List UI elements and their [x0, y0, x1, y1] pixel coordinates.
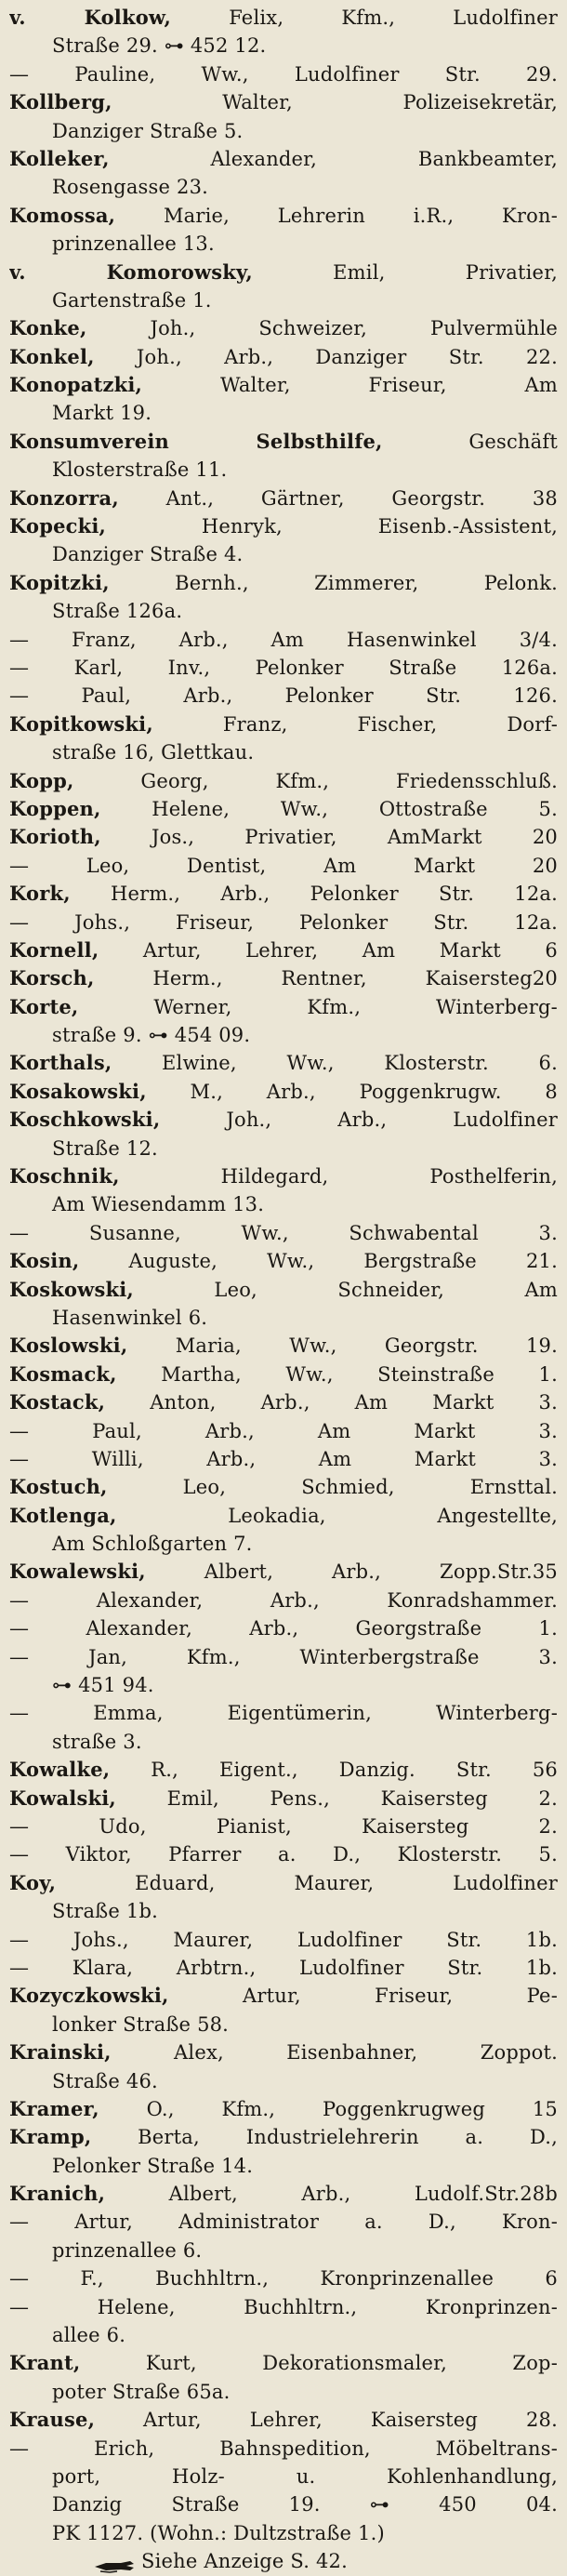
- entry-name: Kowalewski,: [9, 1560, 146, 1584]
- entry-name: — Alexander,: [9, 1588, 204, 1612]
- entry-name: Kranich,: [9, 2182, 106, 2206]
- entry-details: Arbtrn., Ludolfiner Str. 1b.: [176, 1956, 558, 1979]
- entry-first-line: [9, 1332, 558, 1360]
- entry-first-line: [9, 1361, 558, 1388]
- entry-name: Kornell,: [9, 937, 99, 962]
- entry-first-line: [9, 1162, 558, 1190]
- directory-entry: [9, 1361, 558, 1388]
- entry-details: Berta, Industrielehrerin a. D.,: [138, 2126, 558, 2149]
- directory-entry: [9, 1473, 558, 1501]
- entry-first-line: [9, 964, 558, 992]
- entry-details: Marie, Lehrerin i.R., Kron-: [163, 204, 558, 227]
- directory-entry: [9, 259, 558, 315]
- entry-name: Kramp,: [9, 2125, 92, 2149]
- entry-name: Kostack,: [9, 1390, 106, 1414]
- entry-name: — Susanne,: [9, 1221, 181, 1244]
- directory-entry: [9, 852, 558, 880]
- entry-continuation-line: straße 16, Glettkau.: [52, 741, 255, 764]
- entry-name: Kowalke,: [9, 1758, 111, 1782]
- entry-details: Geschäft: [468, 430, 558, 453]
- entry-details: Dentist, Am Markt 20: [186, 854, 558, 877]
- entry-details: Pfarrer a. D., Klosterstr. 5.: [168, 1843, 558, 1866]
- entry-name: — Emma,: [9, 1702, 164, 1725]
- entry-name: — Franz,: [9, 628, 137, 651]
- entry-name: Koslowski,: [9, 1334, 128, 1358]
- entry-continuation-line: straße 3.: [52, 1730, 142, 1753]
- entry-name: Kork,: [9, 882, 71, 906]
- directory-entry: [9, 1785, 558, 1812]
- entry-name: Kopecki,: [9, 514, 107, 538]
- directory-entry: [9, 1445, 558, 1473]
- entry-name: — Pauline,: [9, 62, 156, 86]
- entry-details: Henryk, Eisenb.-Assistent,: [201, 515, 558, 538]
- entry-first-line: [9, 936, 558, 964]
- entry-details: Albert, Arb., Ludolf.Str.28b: [168, 2183, 558, 2206]
- entry-details: Walter, Polizeisekretär,: [222, 91, 558, 114]
- entry-details: Felix, Kfm., Ludolfiner: [229, 7, 558, 29]
- entry-continuation-line: Am Wiesendamm 13.: [52, 1193, 265, 1216]
- entry-continuation-line: straße 9. ⊶ 454 09.: [52, 1024, 251, 1047]
- directory-entry: [9, 88, 558, 145]
- entry-first-line: [9, 880, 558, 908]
- entry-first-line: [9, 202, 558, 230]
- directory-entry: [9, 2123, 558, 2180]
- entry-name: Korte,: [9, 994, 79, 1018]
- entry-details: Martha, Ww., Steinstraße 1.: [161, 1362, 558, 1386]
- entry-details: Artur, Lehrer, Kaisersteg 28.: [143, 2409, 558, 2432]
- entry-details: Albert, Arb., Zopp.Str.35: [204, 1560, 558, 1584]
- entry-name: Krause,: [9, 2408, 96, 2432]
- directory-entry: [9, 1049, 558, 1077]
- entry-details: Inv., Pelonker Straße 126a.: [167, 656, 558, 679]
- entry-details: Herm., Rentner, Kaisersteg20: [152, 967, 558, 990]
- entry-continuation-line: poter Straße 65a.: [52, 2380, 231, 2403]
- entry-name: Kramer,: [9, 2096, 99, 2120]
- entry-name: Kollberg,: [9, 90, 112, 114]
- entry-details: Joh., Arb., Danziger Str. 22.: [136, 345, 558, 368]
- entry-first-line: [9, 1587, 558, 1614]
- entry-continuation-line: lonker Straße 58.: [52, 2012, 230, 2036]
- entry-first-line: [9, 2264, 558, 2292]
- entry-continuation-line: Straße 1b.: [52, 1900, 158, 1923]
- entry-continuation-line: ⊶ 451 94.: [52, 1674, 154, 1697]
- directory-entry: [9, 909, 558, 936]
- entry-details: Maria, Ww., Georgstr. 19.: [175, 1334, 558, 1358]
- entry-details: Buchhltrn., Kronprinzenallee 6: [155, 2267, 558, 2291]
- entry-first-line: [9, 1785, 558, 1812]
- directory-entry: [9, 1869, 558, 1926]
- entry-first-line: [9, 569, 558, 597]
- entry-first-line: [9, 60, 558, 88]
- entry-first-line: [9, 1812, 558, 1840]
- entry-details: Maurer, Ludolfiner Str. 1b.: [173, 1928, 558, 1951]
- entry-details: Arb., Am Markt 3.: [204, 1419, 558, 1442]
- entry-name: — Erich,: [9, 2437, 155, 2460]
- entry-name: Kozyczkowski,: [9, 1984, 169, 2008]
- entry-name: Kostuch,: [9, 1475, 108, 1499]
- directory-entry: [9, 2293, 558, 2350]
- directory-entry: [9, 2435, 558, 2548]
- directory-entry: [9, 2038, 558, 2095]
- entry-details: Artur, Friseur, Pe-: [242, 1985, 558, 2008]
- entry-continuation-line: Straße 46.: [52, 2069, 158, 2092]
- entry-details: Bernh., Zimmerer, Pelonk.: [175, 571, 558, 594]
- entry-continuation-line: Straße 29. ⊶ 452 12.: [52, 34, 267, 58]
- entry-first-line: [9, 145, 558, 173]
- directory-entry: [9, 1388, 558, 1416]
- entry-details: Jos., Privatier, AmMarkt 20: [151, 826, 558, 849]
- entry-name: — Viktor,: [9, 1843, 132, 1866]
- entry-details: Pianist, Kaisersteg 2.: [216, 1815, 558, 1838]
- directory-entry: [9, 880, 558, 908]
- entry-details: Friseur, Pelonker Str. 12a.: [176, 910, 558, 934]
- entry-name: Komossa,: [9, 203, 116, 227]
- entry-name: — Paul,: [9, 684, 132, 708]
- entry-first-line: [9, 1219, 558, 1247]
- entry-name: — Klara,: [9, 1956, 134, 1979]
- entry-continuation-line: Pelonker Straße 14.: [52, 2154, 254, 2177]
- directory-entry: [9, 512, 558, 569]
- entry-details: Arb., Pelonker Str. 126.: [183, 684, 558, 708]
- entry-first-line: [9, 795, 558, 823]
- entry-first-line: [9, 1558, 558, 1586]
- entry-first-line: [9, 767, 558, 795]
- entry-name: Korthals,: [9, 1051, 112, 1075]
- directory-entry: [9, 2208, 558, 2264]
- entry-continuation-line: Hasenwinkel 6.: [52, 1306, 208, 1329]
- entry-continuation-line: Am Schloßgarten 7.: [52, 1533, 253, 1556]
- entry-name: — F.,: [9, 2267, 104, 2291]
- directory-entry: [9, 993, 558, 1050]
- directory-entry: [9, 823, 558, 851]
- entry-details: Leo, Schneider, Am: [214, 1278, 558, 1301]
- entry-details: Georg, Kfm., Friedensschluß.: [140, 769, 558, 792]
- entry-first-line: [9, 1869, 558, 1897]
- directory-entry: [9, 795, 558, 823]
- entry-first-line: [9, 2406, 558, 2434]
- directory-entry: [9, 202, 558, 259]
- entry-details: Auguste, Ww., Bergstraße 21.: [128, 1250, 558, 1273]
- directory-entry: [9, 1840, 558, 1868]
- entry-name: — Helene,: [9, 2295, 176, 2318]
- entry-details: Arb., Am Markt 3.: [206, 1447, 558, 1470]
- entry-continuation-line: port, Holz- u. Kohlenhandlung,: [52, 2464, 558, 2488]
- entry-name: Kosin,: [9, 1249, 80, 1273]
- directory-entry: [9, 1756, 558, 1784]
- entry-first-line: [9, 1502, 558, 1530]
- entry-name: Konopatzki,: [9, 373, 143, 397]
- directory-entry: [9, 1926, 558, 1954]
- entry-continuation-line: Klosterstraße 11.: [52, 458, 228, 482]
- entry-details: Arb., Georgstraße 1.: [249, 1617, 558, 1640]
- entry-first-line: [9, 88, 558, 116]
- entry-details: Artur, Lehrer, Am Markt 6: [142, 938, 558, 962]
- directory-entry: [9, 710, 558, 767]
- directory-entry: [9, 1614, 558, 1642]
- entry-details: Ww., Schwabental 3.: [241, 1221, 558, 1244]
- directory-entry: [9, 1954, 558, 1982]
- entry-first-line: [9, 2208, 558, 2236]
- entry-first-line: [9, 485, 558, 512]
- directory-entry: [9, 428, 558, 485]
- entry-details: Arb., Konradshammer.: [270, 1588, 558, 1612]
- entry-details: Elwine, Ww., Klosterstr. 6.: [162, 1052, 558, 1075]
- entry-name: — Johs.,: [9, 1928, 129, 1951]
- entry-first-line: [9, 1078, 558, 1106]
- entry-name: Kolleker,: [9, 146, 110, 170]
- entry-first-line: [9, 1417, 558, 1445]
- entry-first-line: [9, 1840, 558, 1868]
- entry-details: Joh., Schweizer, Pulvermühle: [150, 317, 558, 340]
- entry-details: Emil, Privatier,: [333, 260, 558, 284]
- entry-first-line: [9, 2180, 558, 2208]
- directory-entry: [9, 654, 558, 682]
- entry-continuation-line: PK 1127. (Wohn.: Dultzstraße 1.): [52, 2521, 385, 2544]
- entry-details: Alexander, Bankbeamter,: [210, 147, 558, 170]
- entry-first-line: [9, 823, 558, 851]
- directory-entry: [9, 936, 558, 964]
- entry-first-line: [9, 2095, 558, 2123]
- entry-first-line: [9, 2123, 558, 2151]
- entry-details: Alex, Eisenbahner, Zoppot.: [174, 2041, 558, 2065]
- entry-name: Krant,: [9, 2351, 81, 2375]
- directory-entry: [9, 569, 558, 626]
- directory-entry: [9, 2095, 558, 2123]
- directory-entry: [9, 60, 558, 88]
- entry-continuation-line: Straße 12.: [52, 1136, 158, 1160]
- directory-entry: [9, 1247, 558, 1275]
- entry-details: Arb., Am Hasenwinkel 3/4.: [178, 628, 558, 651]
- entry-name: Koschnik,: [9, 1164, 120, 1188]
- entry-first-line: [9, 1106, 558, 1134]
- directory-entry: [9, 1982, 558, 2038]
- entry-name: — Udo,: [9, 1815, 147, 1838]
- directory-entry: [9, 1219, 558, 1247]
- entry-name: Kopp,: [9, 768, 74, 792]
- directory-entry: [9, 2406, 558, 2434]
- entry-details: Walter, Friseur, Am: [219, 374, 558, 397]
- entry-name: Kopitkowski,: [9, 711, 153, 736]
- entry-first-line: [9, 626, 558, 654]
- entry-first-line: [9, 1926, 558, 1954]
- entry-name: Kosmack,: [9, 1361, 117, 1386]
- entry-first-line: [9, 259, 558, 286]
- entry-name: Krainski,: [9, 2040, 112, 2065]
- entry-first-line: [9, 852, 558, 880]
- directory-entry: [9, 1417, 558, 1445]
- entry-continuation-line: Markt 19.: [52, 402, 152, 425]
- entry-name: — Johs.,: [9, 910, 131, 934]
- entry-details: Eduard, Maurer, Ludolfiner: [135, 1871, 558, 1894]
- entry-name: Koskowski,: [9, 1277, 134, 1301]
- entry-name: — Artur,: [9, 2211, 134, 2234]
- entry-details: Herm., Arb., Pelonker Str. 12a.: [110, 883, 558, 906]
- entry-name: v. Kolkow,: [9, 6, 172, 29]
- entry-continuation-line: Rosengasse 23.: [52, 176, 209, 199]
- entry-first-line: [9, 1445, 558, 1473]
- entry-first-line: [9, 1699, 558, 1727]
- entry-name: — Leo,: [9, 854, 130, 877]
- entry-continuation-line: Danziger Straße 4.: [52, 543, 244, 566]
- entry-first-line: [9, 314, 558, 342]
- entry-first-line: [9, 4, 558, 32]
- entry-name: Kopitzki,: [9, 570, 110, 594]
- directory-entry: [9, 314, 558, 342]
- entry-name: v. Komorowsky,: [9, 259, 253, 284]
- entry-details: Ant., Gärtner, Georgstr. 38: [165, 486, 558, 510]
- entry-first-line: [9, 2435, 558, 2463]
- directory-entry: [9, 4, 558, 60]
- entry-name: — Jan,: [9, 1645, 128, 1668]
- advertisement-reference: [9, 2547, 558, 2575]
- entry-name: Kowalski,: [9, 1786, 116, 1810]
- entry-first-line: [9, 1473, 558, 1501]
- entry-continuation-line: Danzig Straße 19. ⊶ 450 04.: [52, 2493, 558, 2516]
- entry-first-line: [9, 909, 558, 936]
- entry-name: — Alexander,: [9, 1617, 192, 1640]
- entry-continuation-line: prinzenallee 6.: [52, 2238, 203, 2262]
- entry-details: Franz, Fischer, Dorf-: [222, 712, 558, 736]
- directory-entry: [9, 1276, 558, 1333]
- entry-name: Korsch,: [9, 966, 95, 990]
- entry-first-line: [9, 512, 558, 540]
- directory-entry: [9, 2349, 558, 2406]
- directory-entry: [9, 343, 558, 371]
- entry-details: Hildegard, Posthelferin,: [220, 1165, 558, 1188]
- entry-first-line: [9, 343, 558, 371]
- directory-entry: [9, 1699, 558, 1756]
- entry-details: Joh., Arb., Ludolfiner: [226, 1109, 558, 1132]
- entry-continuation-line: prinzenallee 13.: [52, 232, 215, 256]
- directory-entry: [9, 2180, 558, 2208]
- entry-first-line: [9, 2293, 558, 2321]
- directory-entry: [9, 767, 558, 795]
- directory-entry: [9, 145, 558, 202]
- directory-entry: [9, 1332, 558, 1360]
- directory-entry: [9, 371, 558, 428]
- entry-details: Kfm., Winterbergstraße 3.: [186, 1645, 558, 1668]
- entry-details: Emil, Pens., Kaisersteg 2.: [166, 1786, 558, 1810]
- entry-first-line: [9, 1388, 558, 1416]
- entry-continuation-line: Straße 126a.: [52, 600, 183, 623]
- entry-details: O., Kfm., Poggenkrugweg 15: [146, 2097, 558, 2120]
- entry-details: Eigentümerin, Winterberg-: [227, 1702, 558, 1725]
- directory-entry: [9, 485, 558, 512]
- entry-details: Leokadia, Angestellte,: [228, 1504, 558, 1527]
- entry-name: Konzorra,: [9, 485, 119, 510]
- entry-first-line: [9, 1614, 558, 1642]
- entry-first-line: [9, 2038, 558, 2066]
- entry-name: Koschkowski,: [9, 1108, 161, 1132]
- entry-continuation-line: Danziger Straße 5.: [52, 119, 244, 142]
- entry-details: Helene, Ww., Ottostraße 5.: [152, 797, 558, 820]
- entry-name: Konke,: [9, 316, 87, 340]
- entry-first-line: [9, 1276, 558, 1304]
- entry-details: Kurt, Dekorationsmaler, Zop-: [145, 2352, 558, 2375]
- entry-first-line: [9, 654, 558, 682]
- entry-first-line: [9, 1049, 558, 1077]
- entry-name: Kosakowski,: [9, 1079, 147, 1103]
- footer-text: Siehe Anzeige S. 42.: [141, 2550, 348, 2573]
- directory-entry: [9, 1078, 558, 1106]
- entry-name: Koppen,: [9, 796, 101, 820]
- entry-name: Koy,: [9, 1870, 57, 1894]
- directory-entry: [9, 626, 558, 654]
- entry-details: Leo, Schmied, Ernsttal.: [182, 1476, 558, 1499]
- entry-details: Administrator a. D., Kron-: [178, 2211, 558, 2234]
- entry-first-line: [9, 428, 558, 456]
- entry-first-line: [9, 710, 558, 738]
- entry-name: — Paul,: [9, 1419, 142, 1442]
- directory-entry: [9, 2264, 558, 2292]
- entry-name: Kotlenga,: [9, 1503, 117, 1527]
- directory-entry: [9, 1106, 558, 1162]
- directory-entry: [9, 964, 558, 992]
- entry-continuation-line: allee 6.: [52, 2324, 126, 2347]
- pointing-hand-icon: [93, 2555, 136, 2571]
- entry-first-line: [9, 1643, 558, 1671]
- entry-first-line: [9, 1982, 558, 2010]
- entry-name: — Karl,: [9, 656, 124, 679]
- entry-first-line: [9, 1247, 558, 1275]
- directory-entry: [9, 1587, 558, 1614]
- directory-entry: [9, 1502, 558, 1559]
- directory-entry: [9, 1558, 558, 1586]
- entry-details: Bahnspedition, Möbeltrans-: [219, 2437, 558, 2460]
- entry-name: Korioth,: [9, 825, 101, 849]
- entry-details: Werner, Kfm., Winterberg-: [153, 995, 558, 1018]
- entry-name: Konsumverein Selbsthilfe,: [9, 429, 383, 453]
- entry-details: R., Eigent., Danzig. Str. 56: [151, 1759, 558, 1782]
- entry-name: — Willi,: [9, 1447, 144, 1470]
- directory-entry: [9, 1162, 558, 1219]
- entry-continuation-line: Gartenstraße 1.: [52, 288, 212, 312]
- entry-details: Ww., Ludolfiner Str. 29.: [201, 62, 558, 86]
- entry-details: Buchhltrn., Kronprinzen-: [244, 2295, 558, 2318]
- entry-first-line: [9, 371, 558, 399]
- entry-first-line: [9, 682, 558, 710]
- entry-first-line: [9, 2349, 558, 2377]
- entry-details: M., Arb., Poggenkrugw. 8: [190, 1080, 558, 1103]
- entry-first-line: [9, 1756, 558, 1784]
- entry-details: Anton, Arb., Am Markt 3.: [150, 1391, 558, 1414]
- directory-entry: [9, 1643, 558, 1700]
- directory-entry: [9, 1812, 558, 1840]
- directory-entry: [9, 682, 558, 710]
- entry-first-line: [9, 1954, 558, 1982]
- entry-first-line: [9, 993, 558, 1021]
- entry-name: Konkel,: [9, 344, 95, 368]
